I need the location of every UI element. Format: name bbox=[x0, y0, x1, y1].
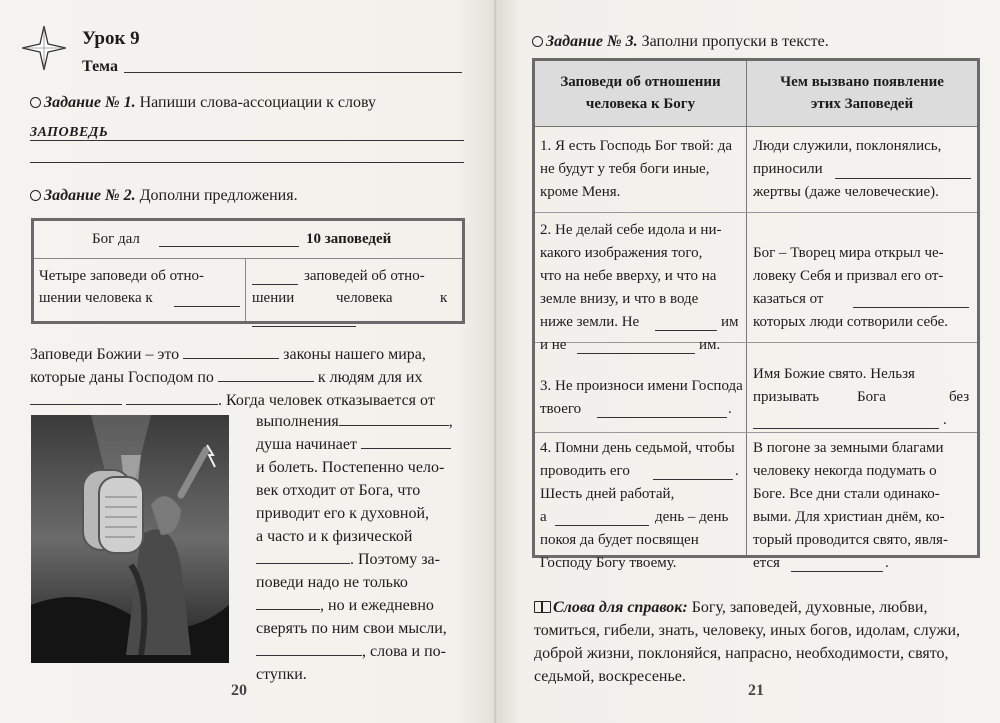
header-text: Бог дал bbox=[92, 231, 140, 247]
cell-text: им bbox=[721, 314, 739, 330]
task-3-text: Заполни пропуски в тексте. bbox=[641, 33, 829, 50]
page-number: 20 bbox=[231, 682, 247, 699]
fill-blank[interactable] bbox=[555, 512, 649, 526]
task-3 bbox=[532, 33, 829, 51]
task-1-answer-line[interactable] bbox=[30, 140, 464, 141]
fill-blank[interactable] bbox=[126, 391, 218, 405]
fill-blank[interactable] bbox=[218, 368, 314, 382]
cell-text: казаться от bbox=[753, 291, 824, 307]
reference-words bbox=[534, 596, 974, 688]
cell-text: . bbox=[735, 463, 739, 479]
fill-blank[interactable] bbox=[853, 294, 969, 308]
header-text: Чем вызвано появление bbox=[780, 74, 944, 90]
cell-text: покоя да будет посвящен bbox=[540, 532, 699, 548]
topic-label: Тема bbox=[82, 58, 118, 75]
paragraph-line: приводит его к духовной, bbox=[256, 505, 430, 522]
fill-blank[interactable] bbox=[30, 391, 122, 405]
task-3-label: Задание № 3. bbox=[546, 33, 638, 50]
paragraph-text: к людям для их bbox=[317, 369, 423, 386]
cell-text: земле внизу, и что в воде bbox=[540, 291, 699, 307]
cell-text: не будут у тебя боги иные, bbox=[540, 161, 710, 177]
task-1-text: Напиши слова-ассоциации к слову bbox=[139, 94, 377, 111]
paragraph-text: Заповеди Божии – это bbox=[30, 346, 180, 363]
table-row bbox=[535, 213, 977, 353]
paragraph-text: , слова и по- bbox=[362, 643, 446, 660]
paragraph-line bbox=[30, 389, 435, 413]
fill-blank[interactable] bbox=[252, 271, 298, 285]
task-2-label: Задание № 2. bbox=[44, 187, 136, 204]
cell-text: человека bbox=[336, 290, 393, 306]
cell-text: выми. Для христиан днём, ко- bbox=[753, 509, 945, 525]
task-2 bbox=[30, 187, 298, 205]
task-2-text: Дополни предложения. bbox=[139, 187, 298, 204]
cell-text: Бог – Творец мира открыл че- bbox=[753, 245, 944, 261]
cell-text: . bbox=[885, 555, 889, 571]
cell-text: твоего bbox=[540, 401, 582, 417]
cell-text: Бога bbox=[857, 389, 886, 405]
fill-blank[interactable] bbox=[339, 412, 449, 426]
cell-text: без bbox=[949, 389, 970, 405]
cell-text: что на небе вверху, и что на bbox=[540, 268, 717, 284]
paragraph-text: , но и ежедневно bbox=[320, 597, 434, 614]
cell-text: Господу Богу твоему. bbox=[540, 555, 677, 571]
task-2-box-header bbox=[34, 221, 462, 259]
star-icon bbox=[22, 26, 66, 70]
table-row bbox=[535, 127, 977, 213]
task-1-word: ЗАПОВЕДЬ bbox=[30, 125, 109, 140]
fill-blank[interactable] bbox=[597, 404, 727, 418]
header-text: этих Заповедей bbox=[810, 96, 914, 112]
fill-blank[interactable] bbox=[159, 233, 299, 247]
page-number: 21 bbox=[748, 682, 764, 699]
cell-text: шении bbox=[252, 290, 295, 306]
paragraph-line bbox=[256, 594, 434, 618]
cell-text: торый проводится свято, явля- bbox=[753, 532, 948, 548]
fill-blank[interactable] bbox=[256, 550, 350, 564]
cell-text: ется bbox=[753, 555, 780, 571]
cell-text: шении человека к bbox=[39, 290, 153, 306]
fill-blank[interactable] bbox=[256, 642, 362, 656]
bullet-icon bbox=[532, 36, 543, 47]
bullet-icon bbox=[30, 97, 41, 108]
fill-blank[interactable] bbox=[183, 345, 279, 359]
fill-blank[interactable] bbox=[791, 558, 883, 572]
cell-text: им. bbox=[699, 337, 721, 353]
cell-text: Имя Божие свято. Нельзя bbox=[753, 366, 915, 382]
paragraph-line: сверять по ним свои мысли, bbox=[256, 620, 447, 637]
paragraph-line: ступки. bbox=[256, 666, 307, 683]
header-text: человека к Богу bbox=[585, 96, 696, 112]
paragraph-line bbox=[256, 640, 446, 664]
paragraph-line: и болеть. Постепенно чело- bbox=[256, 459, 445, 476]
paragraph-text: законы нашего мира, bbox=[283, 346, 426, 363]
cell-text: приносили bbox=[753, 161, 823, 177]
paragraph-line: а часто и к физической bbox=[256, 528, 413, 545]
fill-blank[interactable] bbox=[753, 415, 939, 429]
cell-text: 2. Не делай себе идола и ни- bbox=[540, 222, 722, 238]
paragraph-line: век отходит от Бога, что bbox=[256, 482, 421, 499]
moses-tablets-illustration bbox=[31, 415, 229, 663]
header-text: 10 заповедей bbox=[306, 231, 392, 247]
page-left bbox=[0, 0, 496, 723]
paragraph-text: . Поэтому за- bbox=[350, 551, 440, 568]
cell-text: В погоне за земными благами bbox=[753, 440, 944, 456]
cell-text: 3. Не произноси имени Господа bbox=[540, 378, 743, 394]
paragraph-line bbox=[256, 433, 451, 457]
cell-text: Люди служили, поклонялись, bbox=[753, 138, 942, 154]
cell-text: день – день bbox=[655, 509, 729, 525]
fill-blank[interactable] bbox=[835, 165, 971, 179]
fill-blank[interactable] bbox=[361, 435, 451, 449]
paragraph-text: . Когда человек отказывается от bbox=[218, 392, 435, 409]
cell-text: кроме Меня. bbox=[540, 184, 621, 200]
commandments-table bbox=[532, 58, 980, 571]
fill-blank[interactable] bbox=[655, 317, 717, 331]
reference-label: Слова для справок: bbox=[553, 599, 688, 616]
cell-text: которых люди сотворили себе. bbox=[753, 314, 948, 330]
paragraph-text: выполнения bbox=[256, 413, 339, 430]
cell-text: а bbox=[540, 509, 547, 525]
table-header bbox=[535, 61, 977, 127]
cell-text: 1. Я есть Господь Бог твой: да bbox=[540, 138, 733, 154]
task-1-answer-line[interactable] bbox=[30, 162, 464, 163]
cell-text: . bbox=[943, 412, 947, 428]
paragraph-text: которые даны Господом по bbox=[30, 369, 214, 386]
cell-text: какого изображения того, bbox=[540, 245, 703, 261]
paragraph-line bbox=[256, 548, 440, 572]
task-1 bbox=[30, 94, 376, 112]
reference-text: Богу, заповедей, духовные, любви, томиться, гибели, знать, человеку, иных богов, идолам, служи, доброй жизни, поклоняйся, напрасно, необходимости, свято, седьмой, воскресенье. bbox=[534, 599, 961, 685]
cell-text: жертвы (даже человеческие). bbox=[753, 184, 939, 200]
task-2-right-cell bbox=[246, 259, 462, 321]
cell-text: ниже земли. Не bbox=[540, 314, 640, 330]
column-header-left bbox=[535, 71, 746, 115]
topic-answer-line[interactable] bbox=[124, 72, 462, 73]
task-2-box bbox=[31, 218, 465, 324]
table-row bbox=[535, 343, 977, 433]
cell-text: к bbox=[440, 290, 448, 306]
cell-text: призывать bbox=[753, 389, 820, 405]
table-row bbox=[535, 433, 977, 571]
fill-blank[interactable] bbox=[174, 293, 240, 307]
paragraph-line: выполнения , bbox=[256, 413, 453, 430]
cell-text: Боге. Все дни стали одинако- bbox=[753, 486, 940, 502]
paragraph-text: поведи надо не только bbox=[256, 574, 408, 591]
cell-text: 4. Помни день седьмой, чтобы bbox=[540, 440, 735, 456]
paragraph-text: душа начинает bbox=[256, 436, 357, 453]
cell-text: проводить его bbox=[540, 463, 630, 479]
cell-text: Четыре заповеди об отно- bbox=[39, 268, 204, 284]
fill-blank[interactable] bbox=[256, 596, 320, 610]
fill-blank[interactable] bbox=[252, 313, 356, 327]
lesson-title: Урок 9 bbox=[82, 28, 140, 49]
fill-blank[interactable] bbox=[653, 466, 733, 480]
header-text: Заповеди об отношении bbox=[560, 74, 721, 90]
paragraph-line bbox=[256, 571, 408, 595]
bullet-icon bbox=[30, 190, 41, 201]
cell-text: и не bbox=[540, 337, 567, 353]
cell-text: человеку некогда подумать о bbox=[753, 463, 937, 479]
cell-text: заповедей об отно- bbox=[304, 268, 425, 284]
paragraph-line bbox=[30, 343, 426, 367]
book-icon bbox=[534, 601, 551, 613]
column-header-right bbox=[747, 71, 977, 115]
cell-text: Шесть дней работай, bbox=[540, 486, 675, 502]
paragraph-line bbox=[30, 366, 422, 390]
cell-text: ловеку Себя и призвал его от- bbox=[753, 268, 944, 284]
task-2-left-cell bbox=[34, 259, 246, 321]
task-1-label: Задание № 1. bbox=[44, 94, 136, 111]
cell-text: . bbox=[728, 401, 732, 417]
